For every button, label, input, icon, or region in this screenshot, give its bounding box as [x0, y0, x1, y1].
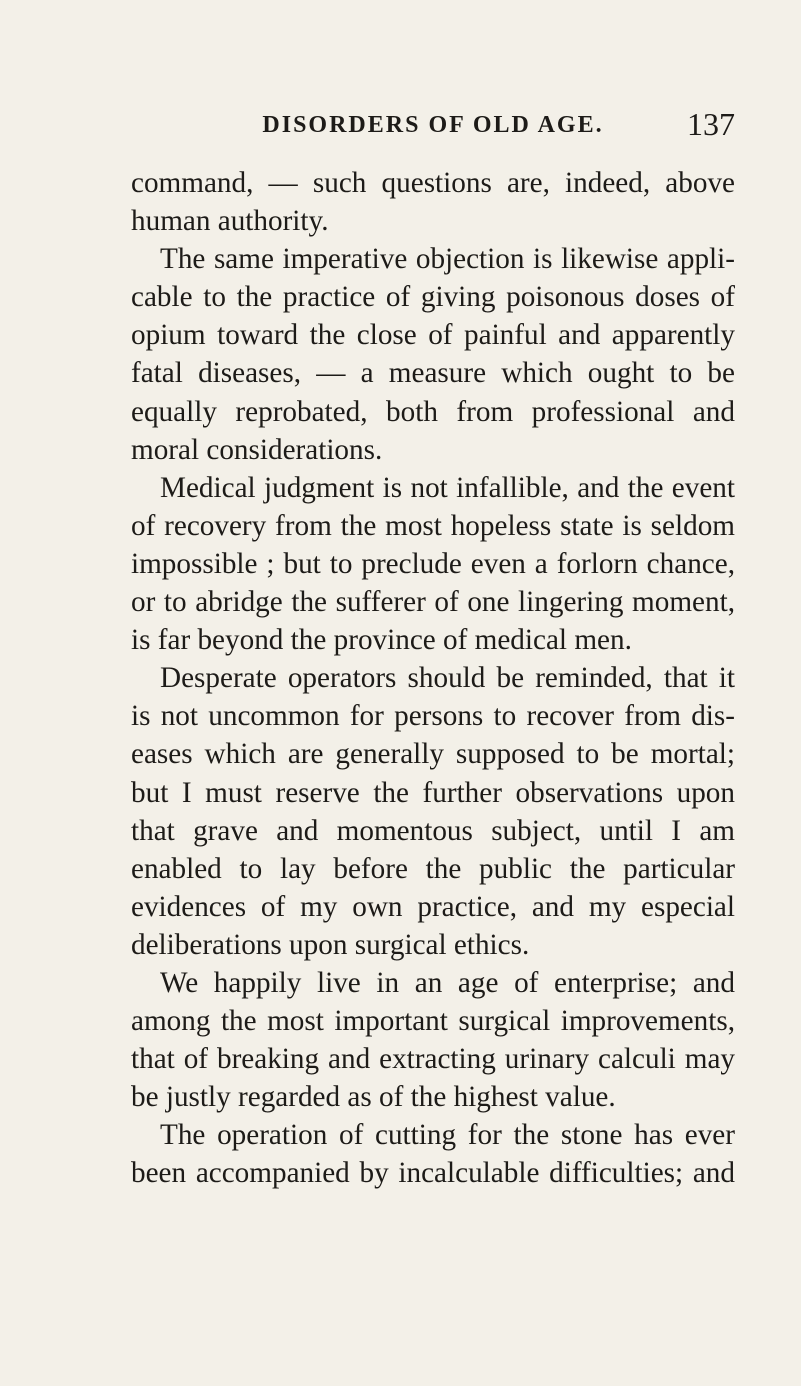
text-line: among the most important surgical improvements, — [131, 1005, 735, 1038]
text-line: evidences of my own practice, and my especial — [131, 890, 735, 923]
text-line: impossible ; but to preclude even a forlorn chance, — [131, 547, 735, 580]
text-line: but I must reserve the further observations upon — [131, 776, 735, 809]
text-line: be justly regarded as of the highest value. — [131, 1081, 616, 1114]
text-line: eases which are generally supposed to be mortal; — [131, 738, 735, 771]
text-line: deliberations upon surgical ethics. — [131, 928, 530, 961]
text-line: been accompanied by incalculable difficulties; and — [131, 1157, 735, 1190]
text-line: Desperate operators should be reminded, that it — [160, 662, 735, 695]
text-line: The operation of cutting for the stone has ever — [160, 1119, 735, 1152]
text-line: moral considerations. — [131, 433, 383, 466]
text-line: cable to the practice of giving poisonous doses of — [131, 281, 735, 314]
text-line: is not uncommon for persons to recover from dis- — [131, 700, 735, 733]
text-line: opium toward the close of painful and apparently — [131, 319, 735, 352]
text-line: command, — such questions are, indeed, above — [131, 167, 735, 199]
text-line: The same imperative objection is likewise appli- — [160, 243, 735, 276]
running-head — [131, 106, 735, 148]
page-number: 137 — [687, 106, 735, 142]
text-line: is far beyond the province of medical men. — [131, 624, 632, 657]
text-line: We happily live in an age of enterprise; and — [160, 966, 735, 999]
text-line: Medical judgment is not infallible, and the event — [160, 471, 735, 504]
text-line: or to abridge the sufferer of one lingering moment, — [131, 586, 735, 619]
text-line: that of breaking and extracting urinary calculi may — [131, 1043, 735, 1076]
running-title: DISORDERS OF OLD AGE. — [262, 112, 604, 138]
text-line: human authority. — [131, 205, 329, 238]
text-line: of recovery from the most hopeless state is seldom — [131, 509, 735, 542]
text-line: fatal diseases, — a measure which ought to be — [131, 357, 735, 390]
text-line: enabled to lay before the public the particular — [131, 852, 735, 885]
text-line: equally reprobated, both from professional and — [131, 395, 735, 428]
text-line: that grave and momentous subject, until I am — [131, 814, 735, 847]
body-text — [131, 164, 735, 1193]
